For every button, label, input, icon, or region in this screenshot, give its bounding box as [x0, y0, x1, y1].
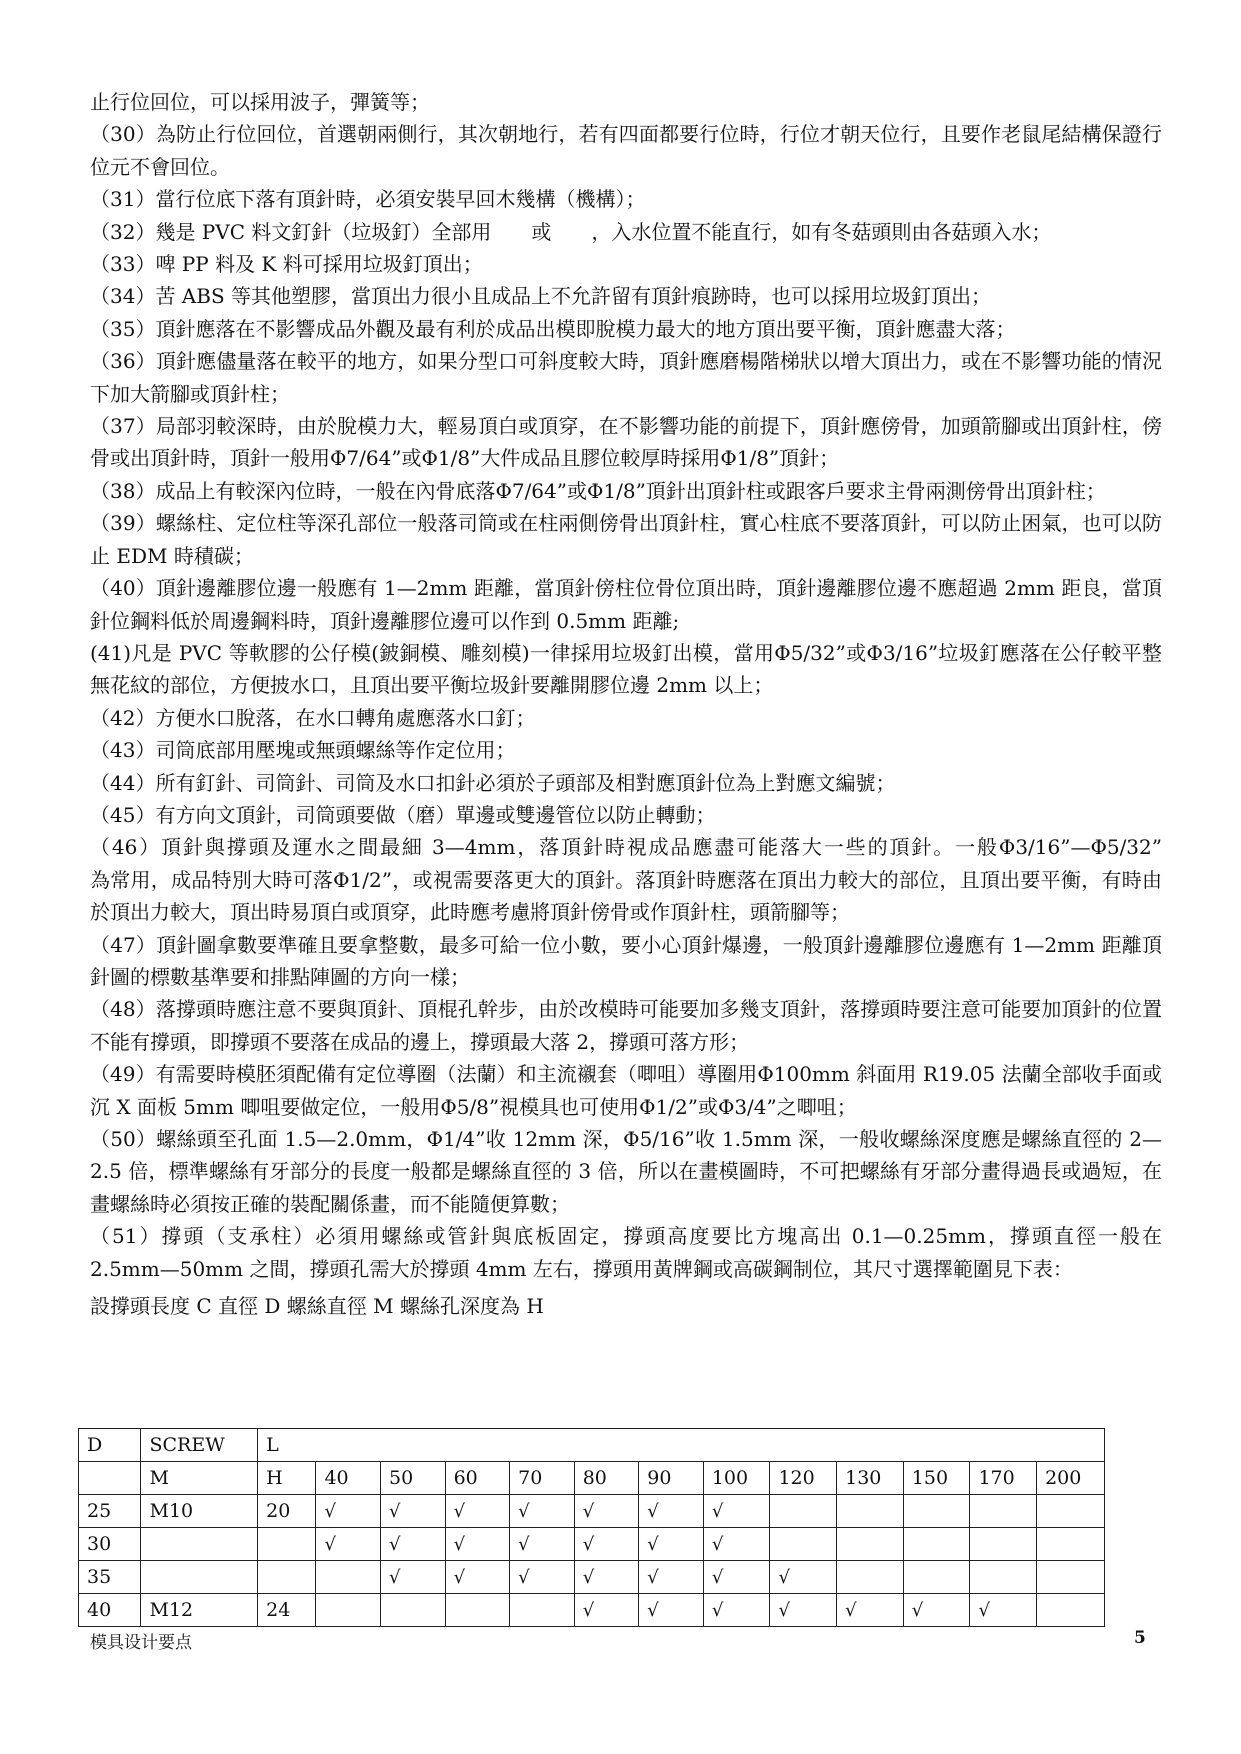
paragraph-31: （31）當行位底下落有頂針時，必須安裝早回木幾構（機構）； — [90, 187, 646, 212]
table-cell — [258, 1528, 316, 1561]
check-cell: √ — [639, 1528, 704, 1561]
paragraph-43: （43）司筒底部用壓塊或無頭螺絲等作定位用； — [90, 738, 516, 763]
table-cell: 24 — [258, 1594, 316, 1627]
paragraph-41: (41)凡是 PVC 等軟膠的公仔模(鈹銅模、雕刻模)一律採用垃圾釘出模，當用Φ5/32”或Φ3/16”垃圾釘應落在公仔較平整無花紋的部位，方便披水口，且頂出要平衡垃圾針要離開膠位邊 2mm 以上； — [90, 640, 1162, 698]
check-cell: √ — [639, 1495, 704, 1528]
check-cell: √ — [574, 1495, 639, 1528]
table-intro: 設撐頭長度 C 直徑 D 螺絲直徑 M 螺絲孔深度為 H — [90, 1294, 544, 1319]
check-cell — [837, 1561, 904, 1594]
table-cell: M12 — [141, 1594, 258, 1627]
subheader-cell: 150 — [903, 1462, 970, 1495]
subheader-cell: 90 — [639, 1462, 704, 1495]
check-cell: √ — [703, 1495, 770, 1528]
subheader-cell: 130 — [837, 1462, 904, 1495]
table-cell: 30 — [79, 1528, 141, 1561]
check-cell: √ — [510, 1561, 575, 1594]
header-cell: SCREW — [141, 1429, 258, 1462]
paragraph-45: （45）有方向文頂針，司筒頭要做（磨）單邊或雙邊管位以防止轉動； — [90, 802, 716, 827]
check-cell — [970, 1561, 1037, 1594]
support-pillar-spec-table — [78, 1428, 1105, 1627]
table-cell: 40 — [79, 1594, 141, 1627]
document-body — [90, 86, 1222, 1325]
check-cell: √ — [770, 1561, 837, 1594]
table-cell: 20 — [258, 1495, 316, 1528]
check-cell: √ — [510, 1495, 575, 1528]
table-row — [79, 1528, 1105, 1561]
table-row — [79, 1594, 1105, 1627]
check-cell — [1037, 1495, 1105, 1528]
paragraph-44: （44）所有釘針、司筒針、司筒及水口扣針必須於子頭部及相對應頂針位為上對應文編號； — [90, 770, 896, 795]
check-cell: √ — [837, 1594, 904, 1627]
check-cell: √ — [445, 1495, 510, 1528]
paragraph-36: （36）頂針應儘量落在較平的地方，如果分型口可斜度較大時，頂針應磨楊階梯狀以增大頂出力，或在不影響功能的情況下加大箭腳或頂針柱； — [90, 349, 1162, 406]
check-cell — [316, 1594, 381, 1627]
paragraph-34: （34）苦 ABS 等其他塑膠，當頂出力很小且成品上不允許留有頂針痕跡時，也可以採用垃圾釘頂出； — [90, 284, 992, 309]
check-cell: √ — [903, 1594, 970, 1627]
paragraph-continuation: 止行位回位，可以採用波子，彈簧等； — [90, 90, 430, 114]
subheader-cell: 40 — [316, 1462, 381, 1495]
check-cell: √ — [574, 1528, 639, 1561]
table-cell — [258, 1561, 316, 1594]
check-cell — [970, 1495, 1037, 1528]
paragraph-49: （49）有需要時模胚須配備有定位導圈（法蘭）和主流襯套（唧咀）導圈用Φ100mm 斜面用 R19.05 法蘭全部收手面或沉 X 面板 5mm 唧咀要做定位，一般用Φ5/8”視模具也可使用Φ1/2”或Φ3/4”之唧咀； — [90, 1062, 1162, 1119]
paragraph-38: （38）成品上有較深內位時，一般在內骨底落Φ7/64”或Φ1/8”頂針出頂針柱或跟客戶要求主骨兩測傍骨出頂針柱； — [90, 478, 1106, 503]
check-cell: √ — [381, 1528, 446, 1561]
table-cell: 35 — [79, 1561, 141, 1594]
table-cell — [141, 1561, 258, 1594]
paragraph-33: （33）啤 PP 料及 K 料可採用垃圾釘頂出； — [90, 252, 483, 277]
subheader-cell: 170 — [970, 1462, 1037, 1495]
check-cell: √ — [445, 1528, 510, 1561]
check-cell: √ — [703, 1528, 770, 1561]
check-cell: √ — [574, 1561, 639, 1594]
check-cell: √ — [316, 1495, 381, 1528]
paragraph-37: （37）局部羽較深時，由於脫模力大，輕易頂白或頂穿，在不影響功能的前提下，頂針應傍骨，加頭箭腳或出頂針柱，傍骨或出頂針時，頂針一般用Φ7/64”或Φ1/8”大件成品且膠位較厚時採用Φ1/8”頂針； — [90, 414, 1162, 471]
table-row — [79, 1495, 1105, 1528]
check-cell: √ — [316, 1528, 381, 1561]
paragraph-30: （30）為防止行位回位，首選朝兩側行，其次朝地行，若有四面都要行位時，行位才朝天位行，且要作老鼠尾結構保證行位元不會回位。 — [90, 122, 1162, 179]
check-cell — [1037, 1561, 1105, 1594]
check-cell — [903, 1495, 970, 1528]
check-cell — [1037, 1528, 1105, 1561]
subheader-cell: 200 — [1037, 1462, 1105, 1495]
check-cell: √ — [970, 1594, 1037, 1627]
paragraph-46: （46）頂針與撐頭及運水之間最細 3—4mm，落頂針時視成品應盡可能落大一些的頂針。一般Φ3/16”—Φ5/32” 為常用，成品特別大時可落Φ1/2”，或視需要落更大的頂針。落頂針時應落在頂出力較大的部位，且頂出要平衡，有時由於頂出力較大，頂出時易頂白或頂穿，此時應考慮將頂針傍骨或作頂針柱，頭箭腳等； — [90, 835, 1222, 925]
paragraph-40: （40）頂針邊離膠位邊一般應有 1—2mm 距離，當頂針傍柱位骨位頂出時，頂針邊離膠位邊不應超過 2mm 距良，當頂針位鋼料低於周邊鋼料時，頂針邊離膠位邊可以作到 0.5mm 距離; — [90, 576, 1162, 633]
table-cell: 25 — [79, 1495, 141, 1528]
subheader-cell: H — [258, 1462, 316, 1495]
paragraph-39: （39）螺絲柱、定位柱等深孔部位一般落司筒或在柱兩側傍骨出頂針柱，實心柱底不要落頂針，可以防止困氣，也可以防止 EDM 時積碳； — [90, 511, 1162, 568]
paragraph-50: （50）螺絲頭至孔面 1.5—2.0mm，Φ1/4”收 12mm 深，Φ5/16”收 1.5mm 深，一般收螺絲深度應是螺絲直徑的 2—2.5 倍，標準螺絲有牙部分的長度一般都是螺絲直徑的 3 倍，所以在畫模圖時，不可把螺絲有牙部分畫得過長或過短，在畫螺絲時必須按正確的裝配關係畫，而不能隨便算數； — [90, 1127, 1162, 1216]
paragraph-47: （47）頂針圖拿數要準確且要拿整數，最多可給一位小數，要小心頂針爆邊，一般頂針邊離膠位邊應有 1—2mm 距離頂針圖的標數基準要和排點陣圖的方向一樣； — [90, 932, 1162, 989]
check-cell: √ — [510, 1528, 575, 1561]
check-cell: √ — [703, 1561, 770, 1594]
check-cell: √ — [445, 1561, 510, 1594]
check-cell — [770, 1528, 837, 1561]
table-subheader-row — [79, 1462, 1105, 1495]
check-cell — [1037, 1594, 1105, 1627]
check-cell: √ — [639, 1561, 704, 1594]
check-cell: √ — [381, 1495, 446, 1528]
subheader-cell: 50 — [381, 1462, 446, 1495]
check-cell — [445, 1594, 510, 1627]
check-cell — [903, 1528, 970, 1561]
subheader-cell: 80 — [574, 1462, 639, 1495]
check-cell — [770, 1495, 837, 1528]
paragraph-32: （32）幾是 PVC 料文釘針（垃圾釘）全部用 或 ，入水位置不能直行，如有冬菇頭則由各菇頭入水； — [90, 219, 1052, 244]
check-cell — [316, 1561, 381, 1594]
check-cell: √ — [770, 1594, 837, 1627]
check-cell: √ — [703, 1594, 770, 1627]
table-cell — [141, 1528, 258, 1561]
paragraph-48: （48）落撐頭時應注意不要與頂針、頂棍孔幹步，由於改模時可能要加多幾支頂針，落撐頭時要注意可能要加頂針的位置不能有撐頭，即撐頭不要落在成品的邊上，撐頭最大落 2，撐頭可落方形； — [90, 997, 1162, 1054]
page-number: 5 — [1134, 1628, 1146, 1648]
paragraph-42: （42）方便水口脫落，在水口轉角處應落水口釘； — [90, 705, 536, 730]
subheader-cell: 120 — [770, 1462, 837, 1495]
check-cell — [381, 1594, 446, 1627]
check-cell — [837, 1528, 904, 1561]
table-header-row — [79, 1429, 1105, 1462]
subheader-cell: M — [141, 1462, 258, 1495]
check-cell — [837, 1495, 904, 1528]
table-row — [79, 1561, 1105, 1594]
check-cell — [903, 1561, 970, 1594]
subheader-cell: 60 — [445, 1462, 510, 1495]
check-cell — [510, 1594, 575, 1627]
subheader-cell — [79, 1462, 141, 1495]
check-cell: √ — [381, 1561, 446, 1594]
header-cell: L — [258, 1429, 1105, 1462]
subheader-cell: 100 — [703, 1462, 770, 1495]
footer-title: 模具设计要点 — [90, 1633, 192, 1653]
header-cell: D — [79, 1429, 141, 1462]
paragraph-51: （51）撐頭（支承柱）必須用螺絲或管針與底板固定，撐頭高度要比方塊高出 0.1—0.25mm，撐頭直徑一般在 2.5mm—50mm 之間，撐頭孔需大於撐頭 4mm 左右，撐頭用黃牌鋼或高碳鋼制位，其尺寸選擇範圍見下表： — [90, 1224, 1202, 1281]
check-cell: √ — [574, 1594, 639, 1627]
table-cell: M10 — [141, 1495, 258, 1528]
check-cell: √ — [639, 1594, 704, 1627]
subheader-cell: 70 — [510, 1462, 575, 1495]
paragraph-35: （35）頂針應落在不影響成品外觀及最有利於成品出模即脫模力最大的地方頂出要平衡，頂針應盡大落； — [90, 316, 1016, 341]
check-cell — [970, 1528, 1037, 1561]
